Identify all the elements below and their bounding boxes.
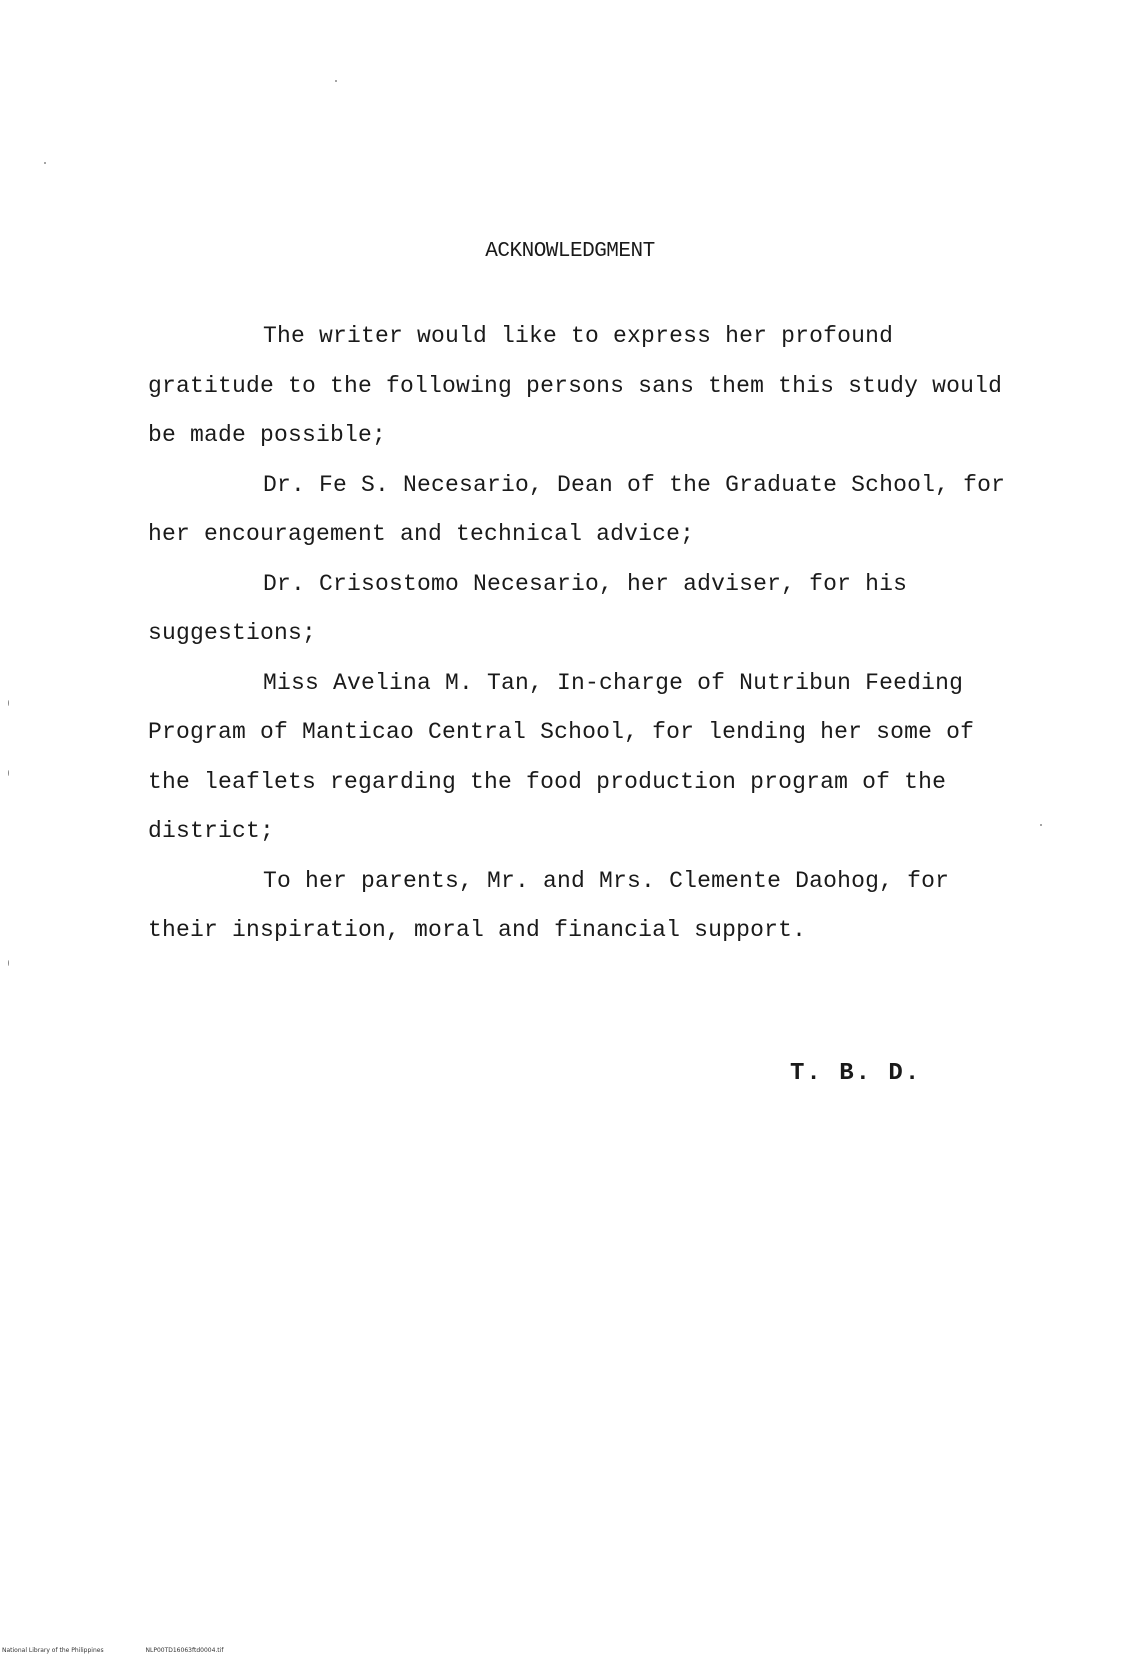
scan-speck xyxy=(44,162,46,164)
acknowledgment-body xyxy=(148,312,1028,956)
scan-footer xyxy=(2,1647,263,1654)
signature-initials: T. B. D. xyxy=(790,1060,922,1087)
paragraph-adviser: Dr. Crisostomo Necesario, her adviser, for his suggestions; xyxy=(148,570,908,646)
page-title: ACKNOWLEDGMENT xyxy=(485,240,655,263)
paragraph-intro: The writer would like to express her profound gratitude to the following persons sans them this study would be made possible; xyxy=(148,323,1003,448)
paragraph-parents: To her parents, Mr. and Mrs. Clemente Daohog, for their inspiration, moral and financial support. xyxy=(148,867,950,943)
footer-library: National Library of the Philippines xyxy=(2,1647,104,1654)
scan-speck xyxy=(8,770,9,776)
paragraph-dean: Dr. Fe S. Necesario, Dean of the Graduate School, for her encouragement and technical advice; xyxy=(148,471,1006,547)
scan-speck xyxy=(8,700,9,706)
scan-speck xyxy=(335,80,337,82)
scan-speck xyxy=(1040,824,1042,826)
footer-file-id: NLP00TD16063ftd0004.tif xyxy=(145,1647,224,1654)
paragraph-nutribun: Miss Avelina M. Tan, In-charge of Nutribun Feeding Program of Manticao Central School, for lending her some of the leaflets regarding the food production program of the district; xyxy=(148,669,975,844)
scan-speck xyxy=(8,960,9,966)
